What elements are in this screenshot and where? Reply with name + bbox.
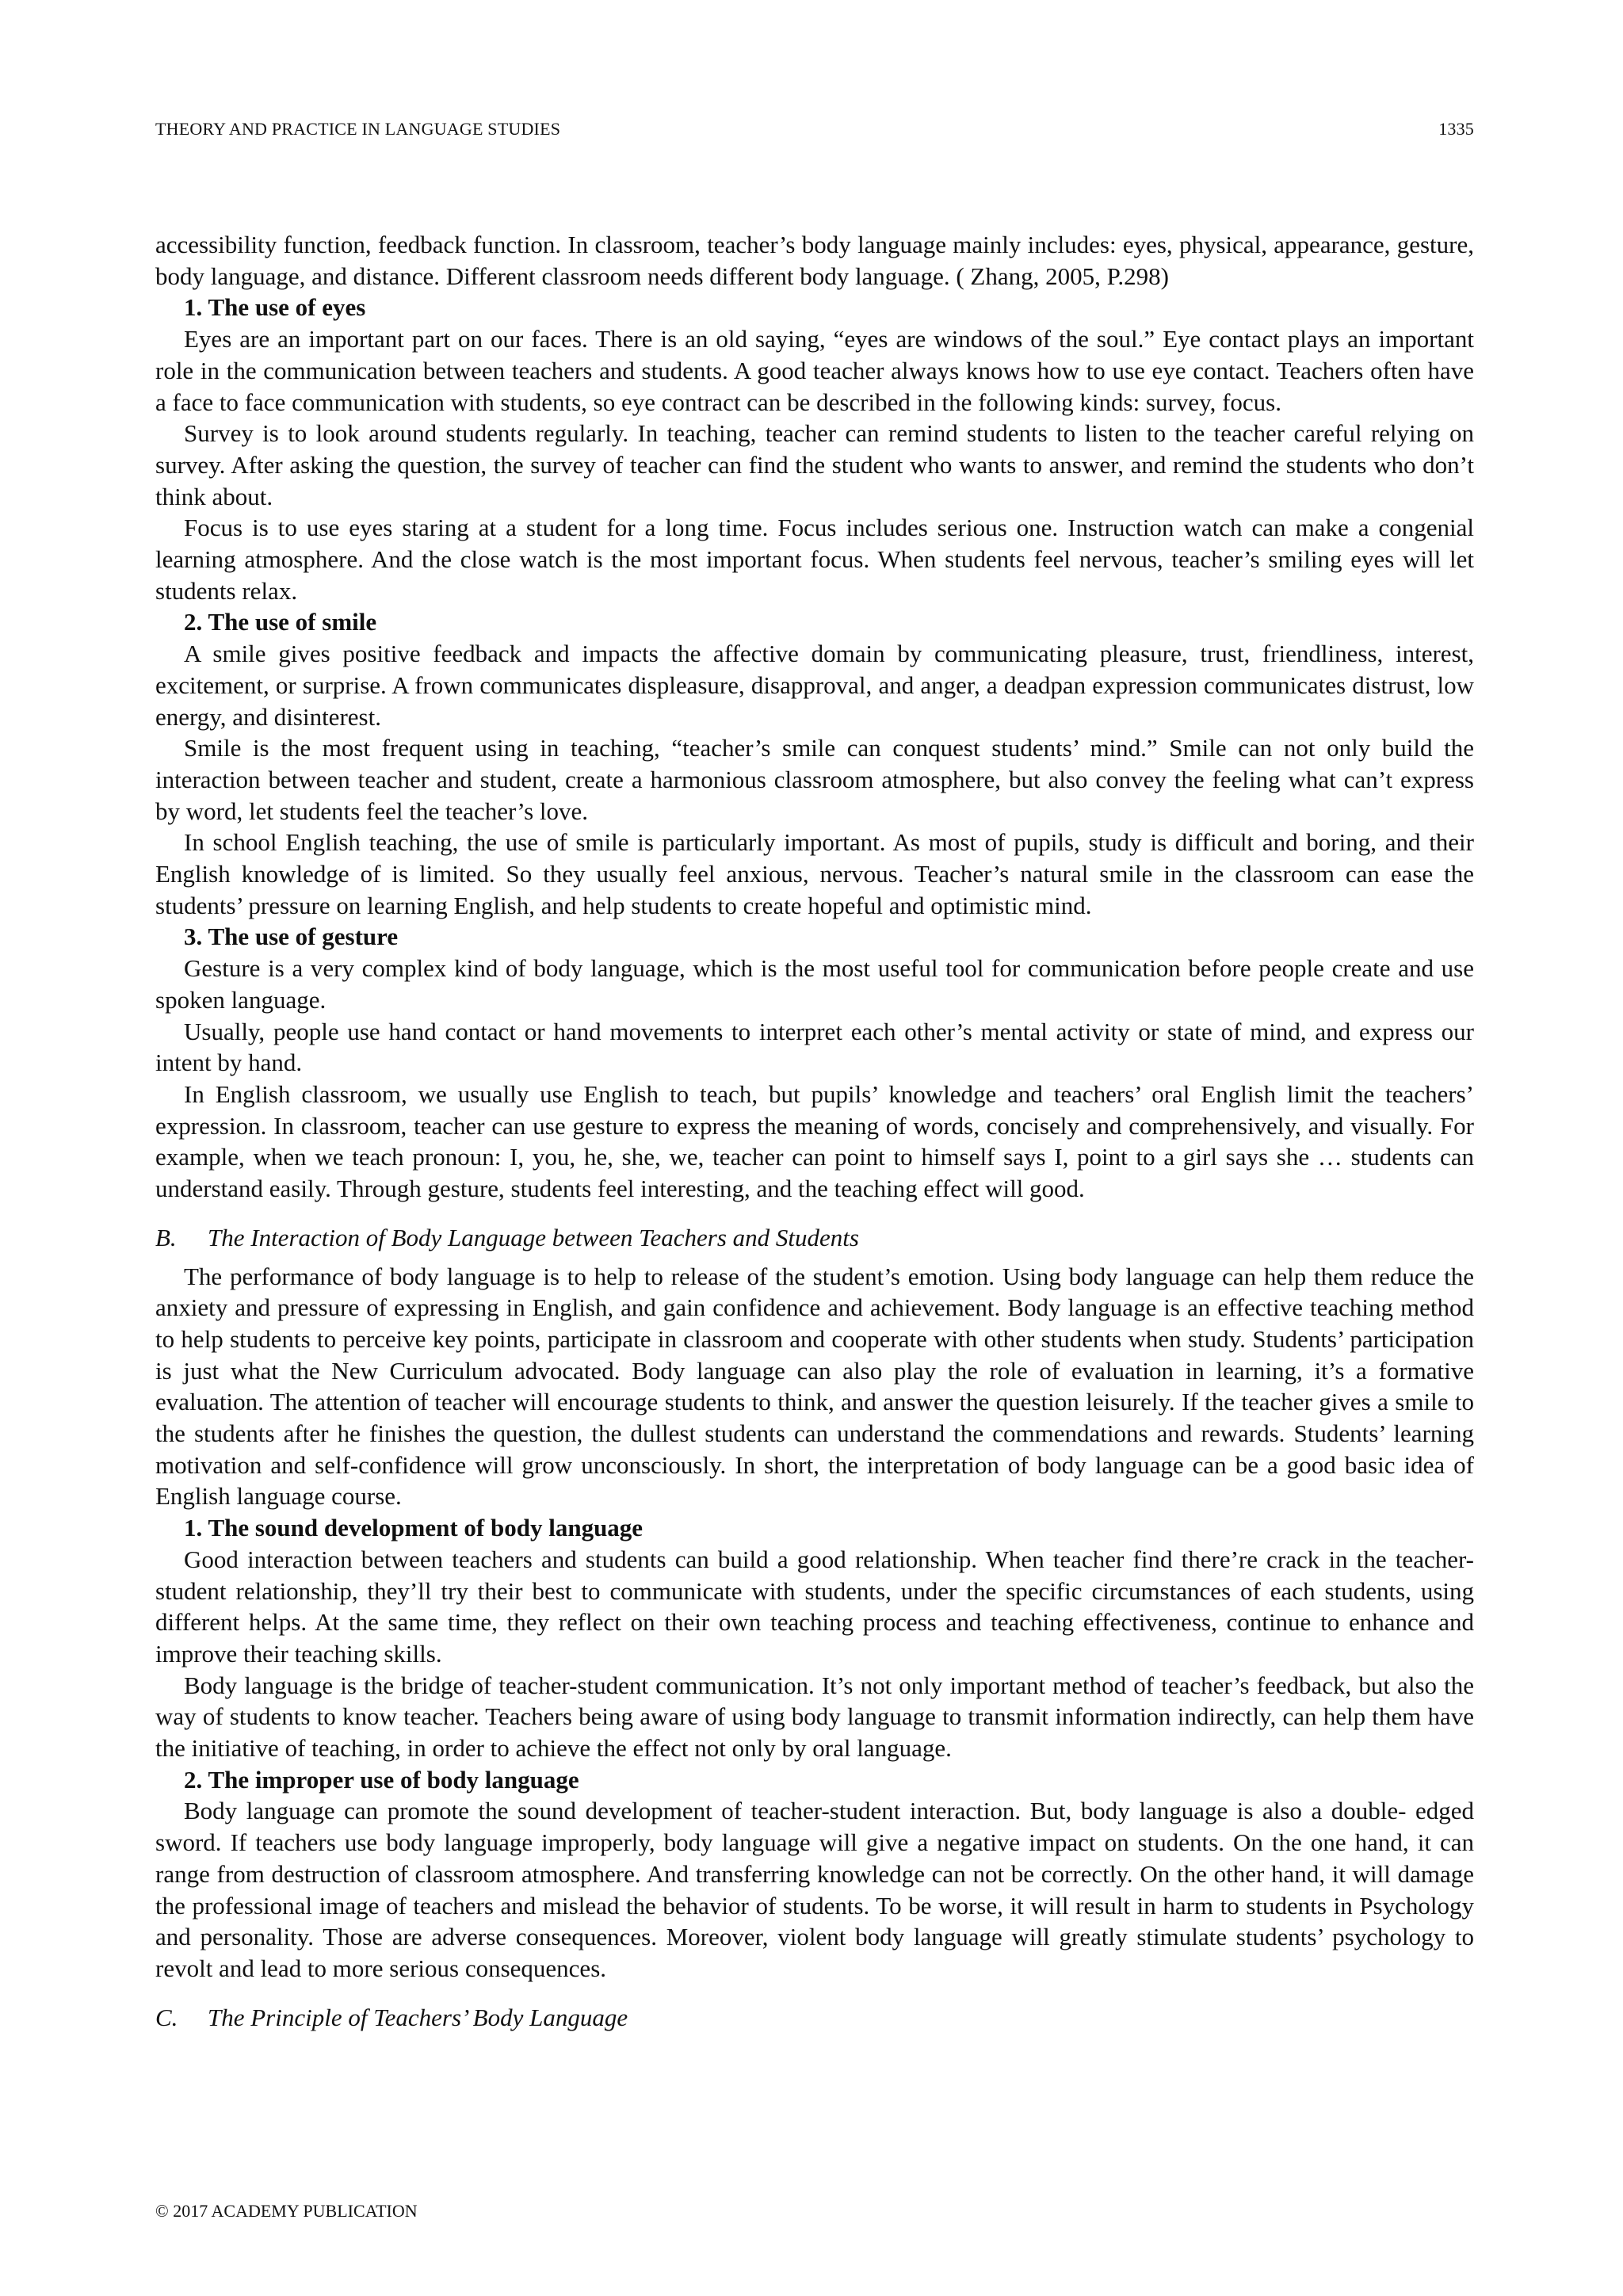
section-letter: C. (155, 2003, 178, 2031)
section-letter: B. (155, 1223, 177, 1251)
paragraph: Usually, people use hand contact or hand movements to interpret each other’s mental activity or state of mind, and express our intent by hand. (155, 1017, 1474, 1077)
journal-title: THEORY AND PRACTICE IN LANGUAGE STUDIES (155, 119, 561, 139)
section-heading-c (155, 2002, 1474, 2034)
paragraph: Eyes are an important part on our faces. There is an old saying, “eyes are windows of the soul.” Eye contact plays an important role in the communication between teachers and students. A good teacher always knows how to use eye contact. Teachers often have a face to face communication with students, so eye contract can be described in the following kinds: survey, focus. (155, 325, 1474, 416)
section-title: The Principle of Teachers’ Body Language (208, 2003, 628, 2031)
paragraph: Body language is the bridge of teacher-student communication. It’s not only important method of teacher’s feedback, but also the way of students to know teacher. Teachers being aware of using body language to transmit information indirectly, can help them have the initiative of teaching, in order to achieve the effect not only by oral language. (155, 1671, 1474, 1763)
section-heading-b (155, 1222, 1474, 1254)
page-number: 1335 (1438, 119, 1474, 139)
subheading-use-of-gesture: 3. The use of gesture (184, 923, 399, 951)
subheading-use-of-eyes: 1. The use of eyes (184, 293, 366, 322)
paragraph: Good interaction between teachers and students can build a good relationship. When teacher find there’re crack in the teacher-student relationship, they’ll try their best to communicate with students, under the specific circumstances of each students, using different helps. At the same time, they reflect on their own teaching process and teaching effectiveness, continue to enhance and improve their teaching skills. (155, 1545, 1474, 1668)
subheading-sound-development: 1. The sound development of body language (184, 1514, 643, 1542)
paragraph: Survey is to look around students regularly. In teaching, teacher can remind students to listen to the teacher careful relying on survey. After asking the question, the survey of teacher can find the student who wants to answer, and remind the students who don’t think about. (155, 419, 1474, 510)
subheading-improper-use: 2. The improper use of body language (184, 1765, 579, 1794)
paragraph: A smile gives positive feedback and impacts the affective domain by communicating pleasure, trust, friendliness, interest, excitement, or surprise. A frown communicates displeasure, disapproval, and anger, a deadpan expression communicates distrust, low energy, and disinterest. (155, 640, 1474, 731)
paragraph: The performance of body language is to help to release of the student’s emotion. Using body language can help them reduce the anxiety and pressure of expressing in English, and gain confidence and achievement. Body language is an effective teaching method to help students to perceive key points, participate in classroom and cooperate with other students when study. Students’ participation is just what the New Curriculum advocated. Body language can also play the role of evaluation in learning, it’s a formative evaluation. The attention of teacher will encourage students to think, and answer the question leisurely. If the teacher gives a smile to the students after he finishes the question, the dullest students can understand the commendations and rewards. Students’ learning motivation and self-confidence will grow unconsciously. In short, the interpretation of body language can be a good basic idea of English language course. (155, 1262, 1474, 1511)
paragraph: In school English teaching, the use of smile is particularly important. As most of pupils, study is difficult and boring, and their English knowledge of is limited. So they usually feel anxious, nervous. Teacher’s natural smile in the classroom can ease the students’ pressure on learning English, and help students to create hopeful and optimistic mind. (155, 828, 1474, 919)
running-header (155, 119, 1474, 139)
subheading-use-of-smile: 2. The use of smile (184, 608, 377, 636)
article-body (155, 229, 1474, 2040)
paragraph: Body language can promote the sound development of teacher-student interaction. But, body language is also a double- edged sword. If teachers use body language improperly, body language will give a negative impact on students. On the one hand, it can range from destruction of classroom atmosphere. And transferring knowledge can not be correctly. On the other hand, it will damage the professional image of teachers and mislead the behavior of students. To be worse, it will result in harm to students in Psychology and personality. Those are adverse consequences. Moreover, violent body language will greatly stimulate students’ psychology to revolt and lead to more serious consequences. (155, 1797, 1474, 1982)
paragraph: In English classroom, we usually use English to teach, but pupils’ knowledge and teachers’ oral English limit the teachers’ expression. In classroom, teacher can use gesture to express the meaning of words, concisely and comprehensively, and visually. For example, when we teach pronoun: I, you, he, she, we, teacher can point to himself says I, point to a girl says she … students can understand easily. Through gesture, students feel interesting, and the teaching effect will good. (155, 1079, 1474, 1203)
paragraph-intro: accessibility function, feedback function. In classroom, teacher’s body language mainly includes: eyes, physical, appearance, gesture, body language, and distance. Different classroom needs different body language. ( Zhang, 2005, P.298) (155, 231, 1474, 290)
paragraph: Smile is the most frequent using in teaching, “teacher’s smile can conquest students’ mind.” Smile can not only build the interaction between teacher and student, create a harmonious classroom atmosphere, but also convey the feeling what can’t express by word, let students feel the teacher’s love. (155, 734, 1474, 825)
paragraph: Focus is to use eyes staring at a student for a long time. Focus includes serious one. Instruction watch can make a congenial learning atmosphere. And the close watch is the most important focus. When students feel nervous, teacher’s smiling eyes will let students relax. (155, 514, 1474, 605)
paragraph: Gesture is a very complex kind of body language, which is the most useful tool for communication before people create and use spoken language. (155, 954, 1474, 1014)
footer-copyright: © 2017 ACADEMY PUBLICATION (155, 2201, 418, 2221)
section-title: The Interaction of Body Language between Teachers and Students (208, 1223, 859, 1251)
